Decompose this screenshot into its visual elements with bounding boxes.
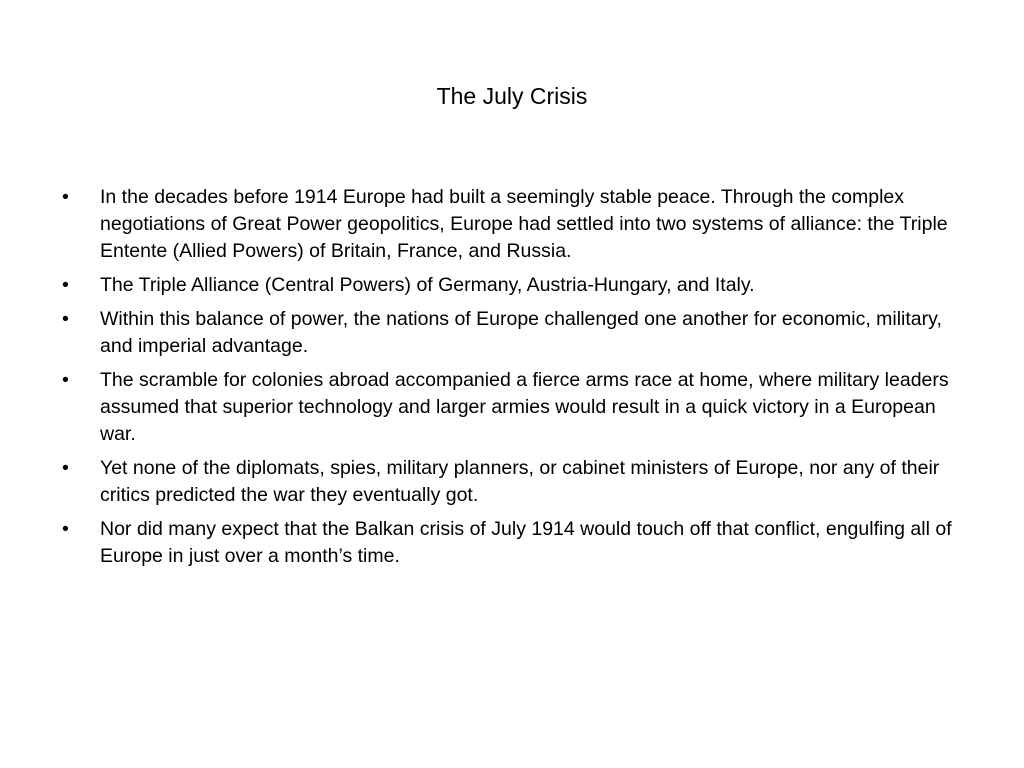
bullet-text: The scramble for colonies abroad accompanied a fierce arms race at home, where military leaders assumed that superior technology and larger armies would result in a quick victory in a European war. <box>100 369 949 445</box>
bullet-marker: • <box>62 518 69 540</box>
bullet-list <box>62 184 972 577</box>
bullet-text: In the decades before 1914 Europe had built a seemingly stable peace. Through the complex negotiations of Great Power geopolitics, Europe had settled into two systems of alliance: the Triple Entente (Allied Powers) of Britain, France, and Russia. <box>100 186 948 262</box>
bullet-marker: • <box>62 369 69 391</box>
bullet-marker: • <box>62 186 69 208</box>
bullet-marker: • <box>62 457 69 479</box>
bullet-item <box>62 455 972 509</box>
bullet-text: Nor did many expect that the Balkan crisis of July 1914 would touch off that conflict, engulfing all of Europe in just over a month’s time. <box>100 518 952 567</box>
bullet-item <box>62 184 972 265</box>
bullet-item <box>62 272 972 299</box>
bullet-item <box>62 367 972 448</box>
bullet-item <box>62 306 972 360</box>
bullet-marker: • <box>62 274 69 296</box>
bullet-text: Yet none of the diplomats, spies, military planners, or cabinet ministers of Europe, nor any of their critics predicted the war they eventually got. <box>100 457 940 506</box>
slide-title: The July Crisis <box>436 83 588 109</box>
bullet-marker: • <box>62 308 69 330</box>
bullet-text: The Triple Alliance (Central Powers) of Germany, Austria-Hungary, and Italy. <box>100 274 755 296</box>
bullet-text: Within this balance of power, the nations of Europe challenged one another for economic, military, and imperial advantage. <box>100 308 942 357</box>
bullet-item <box>62 516 972 570</box>
